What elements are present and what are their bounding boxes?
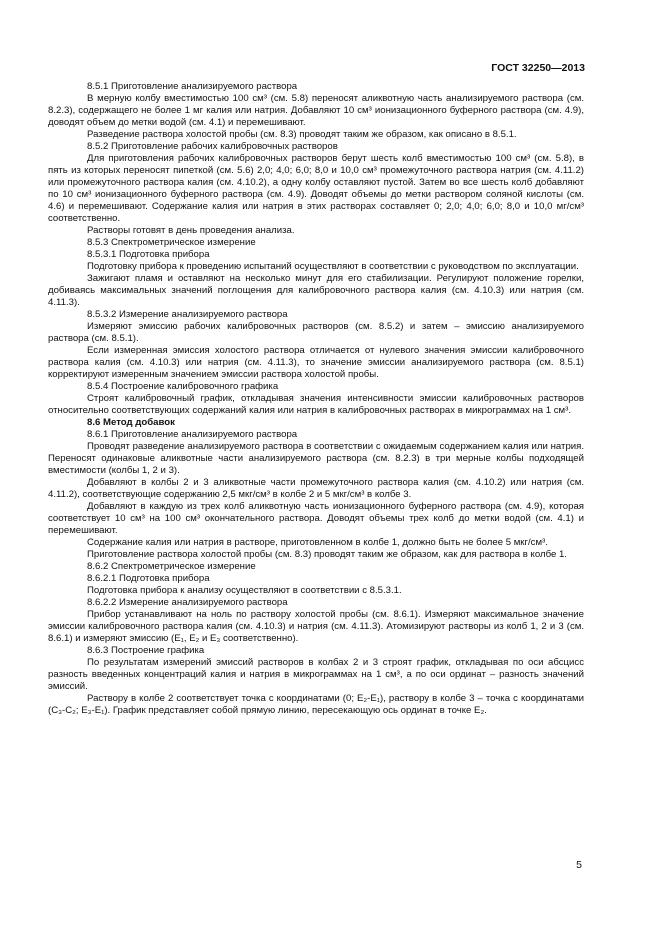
paragraph: Приготовление раствора холостой пробы (см. 8.3) проводят таким же образом, как для раствора в колбе 1. [87,549,567,560]
paragraph: Растворы готовят в день проведения анализа. [87,225,295,236]
paragraph: Измеряют эмиссию рабочих калибровочных растворов (см. 8.5.2) и затем – эмиссию анализируемого раствора (см. 8.5.1). [48,321,584,344]
paragraph: По результатам измерений эмиссий растворов в колбах 2 и 3 строят график, откладывая по оси абсцисс разность введенных концентраций калия и натрия в микрограммах на 1 см³, а по оси ординат – разность значений эмиссий. [48,657,584,692]
paragraph: Подготовку прибора к проведению испытаний осуществляют в соответствии с руководством по эксплуатации. [87,261,579,272]
document-body [48,81,584,717]
section-heading: 8.6.2 Спектрометрическое измерение [87,561,256,572]
paragraph: В мерную колбу вместимостью 100 см³ (см. 5.8) переносят аликвотную часть анализируемого раствора (см. 8.2.3), содержащего не более 1 мг калия или натрия. Добавляют 10 см³ ионизационного буферного раствора (см. 4.9), доводят объем до метки водой (см. 4.1) и перемешивают. [48,93,584,128]
section-heading: 8.6.2.1 Подготовка прибора [87,573,210,584]
paragraph: Добавляют в каждую из трех колб аликвотную часть ионизационного буферного раствора (см. 4.9), которая соответствует 10 см³ на 100 см³ окончательного раствора. Доводят объемы трех колб до метки водой (см. 4.1) и перемешивают. [48,501,584,536]
paragraph: Проводят разведение анализируемого раствора в соответствии с ожидаемым содержанием калия или натрия. Переносят одинаковые аликвотные части анализируемого раствора (см. 8.2.3) в три мерные колбы подходящей вместимости (колбы 1, 2 и 3). [48,441,584,476]
section-heading: 8.5.3.2 Измерение анализируемого раствора [87,309,288,320]
paragraph: Прибор устанавливают на ноль по раствору холостой пробы (см. 8.6.1). Измеряют максимальное значение эмиссии калибровочного раствора калия (см. 4.10.3) и натрия (см. 4.11.3). Атомизируют растворы из колб 1, 2 и 3 (см. 8.6.1) и измеряют эмиссию (E₁, E₂ и E₃ соответственно). [48,609,584,644]
page-number: 5 [576,859,582,871]
section-heading: 8.6.1 Приготовление анализируемого раствора [87,429,298,440]
section-heading: 8.5.4 Построение калибровочного графика [87,381,279,392]
paragraph: Для приготовления рабочих калибровочных растворов берут шесть колб вместимостью 100 см³ (см. 5.8), в пять из которых переносят пипеткой (см. 5.6) 2,0; 4,0; 6,0; 8,0 и 10,0 см³ промежуточного раствора натрия (см. 4.11.2) или промежуточного раствора калия (см. 4.10.2), а одну колбу оставляют пустой. Затем во все шесть колб добавляют по 10 см³ ионизационного буферного раствора (см. 4.9). Доводят объемы до метки раствором соляной кислоты (см. 4.6) и перемешивают. Содержание калия или натрия в этих растворах составляет 0; 2,0; 4,0; 6,0; 8,0 и 10,0 мг/см³ соответственно. [48,153,584,224]
section-heading: 8.6.2.2 Измерение анализируемого раствора [87,597,288,608]
section-heading: 8.5.3.1 Подготовка прибора [87,249,210,260]
paragraph: Раствору в колбе 2 соответствует точка с координатами (0; E₂-E₁), раствору в колбе 3 – точка с координатами (C₃-C₂; E₃-E₁). График представляет собой прямую линию, пересекающую ось ординат в точке E₂. [48,693,584,716]
paragraph: Добавляют в колбы 2 и 3 аликвотные части промежуточного раствора калия (см. 4.10.2) или натрия (см. 4.11.2), соответствующие содержанию 2,5 мкг/см³ в колбе 2 и 5 мкг/см³ в колбе 3. [48,477,584,500]
paragraph: Подготовка прибора к анализу осуществляют в соответствии с 8.5.3.1. [87,585,402,596]
document-code: ГОСТ 32250—2013 [491,62,585,74]
section-heading: 8.6.3 Построение графика [87,645,205,656]
paragraph: Зажигают пламя и оставляют на несколько минут для его стабилизации. Регулируют положение горелки, добиваясь максимальных значений поглощения для калибровочного раствора калия (см. 4.10.3) или натрия (см. 4.11.3). [48,273,584,308]
paragraph: Разведение раствора холостой пробы (см. 8.3) проводят таким же образом, как описано в 8.5.1. [87,129,517,140]
paragraph: Содержание калия или натрия в растворе, приготовленном в колбе 1, должно быть не более 5 мкг/см³. [87,537,548,548]
section-heading-bold: 8.6 Метод добавок [87,417,175,428]
paragraph: Строят калибровочный график, откладывая значения интенсивности эмиссии калибровочных растворов относительно соответствующих содержаний калия или натрия в калибровочных растворах в микрограммах на 1 см³. [48,393,584,416]
paragraph: Если измеренная эмиссия холостого раствора отличается от нулевого значения эмиссии калибровочного раствора калия (см. 4.10.3) или натрия (см. 4.11.3), то значение эмиссии анализируемого раствора (см. 8.5.1) корректируют измеренным значением эмиссии раствора холостой пробы. [48,345,584,380]
section-heading: 8.5.2 Приготовление рабочих калибровочных растворов [87,141,338,152]
section-heading: 8.5.1 Приготовление анализируемого раствора [87,81,298,92]
section-heading: 8.5.3 Спектрометрическое измерение [87,237,256,248]
